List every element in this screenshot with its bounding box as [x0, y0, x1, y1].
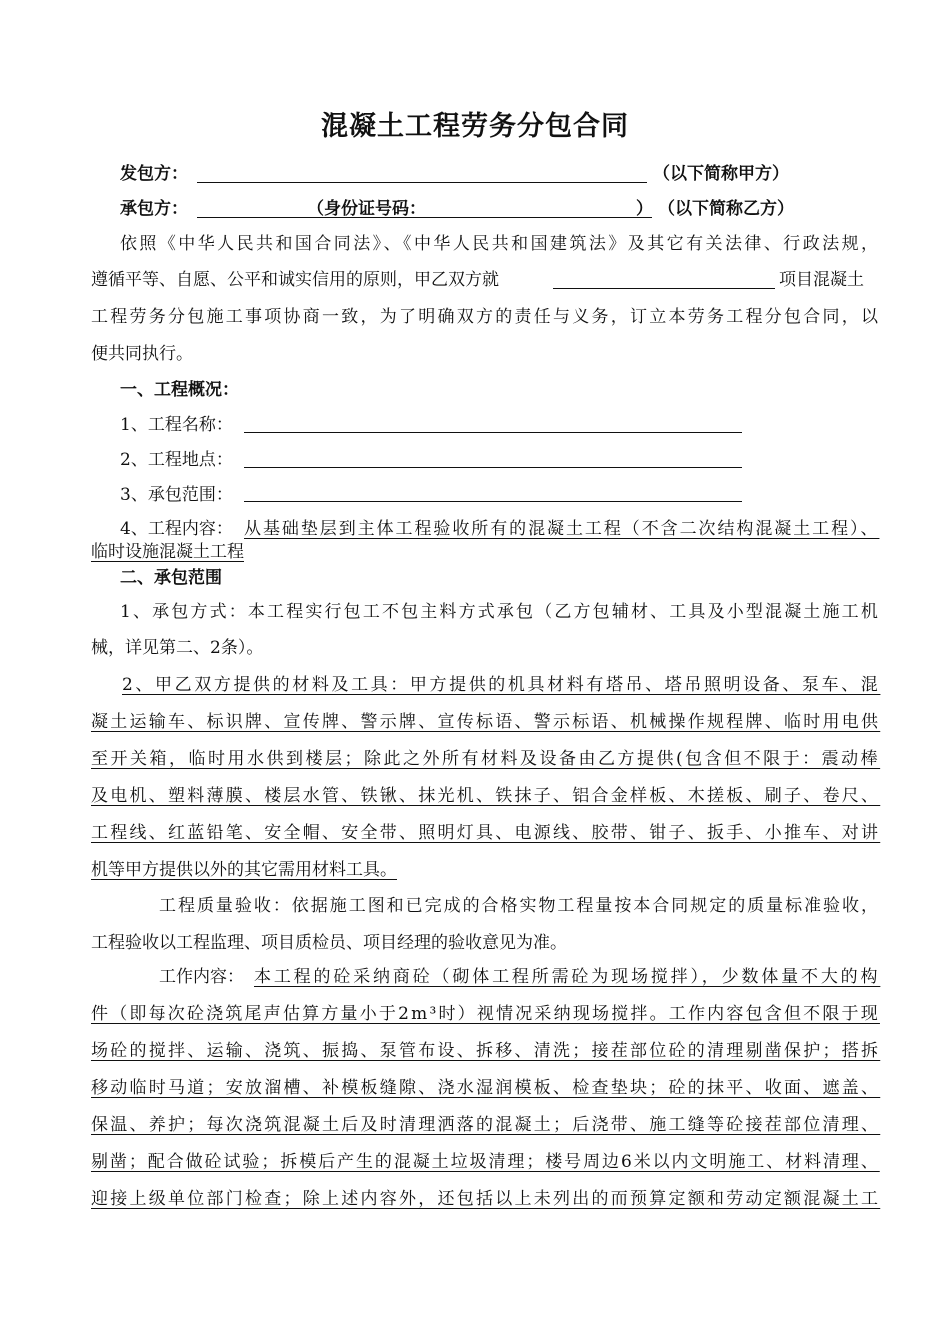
- project-name-blank[interactable]: [553, 288, 775, 289]
- contract-scope-field[interactable]: [244, 501, 742, 502]
- intro-line-3: 工程劳务分包施工事项协商一致，为了明确双方的责任与义务，订立本劳务工程分包合同，以: [91, 307, 881, 327]
- project-name-label: 1、工程名称：: [120, 415, 233, 435]
- contract-method-line-2: 械，详见第二、2条）。: [91, 638, 264, 658]
- section-1-heading: 一、工程概况：: [120, 380, 239, 400]
- quality-line-1: 工程质量验收：依据施工图和已完成的合格实物工程量按本合同规定的质量标准验收，: [159, 896, 880, 916]
- project-content-line-2: 临时设施混凝土工程: [91, 542, 244, 562]
- materials-line-1: 2、甲乙双方提供的材料及工具：甲方提供的机具材料有塔吊、塔吊照明设备、泵车、混: [122, 675, 881, 695]
- intro-line-4: 便共同执行。: [91, 344, 193, 364]
- party-a-suffix: （以下简称甲方）: [653, 164, 789, 184]
- contract-scope-label: 3、承包范围：: [120, 485, 233, 505]
- party-a-blank[interactable]: [197, 182, 647, 183]
- project-name-field[interactable]: [244, 432, 742, 433]
- party-a-label: 发包方：: [120, 164, 188, 184]
- document-title: 混凝土工程劳务分包合同: [321, 111, 629, 142]
- project-location-field[interactable]: [244, 467, 742, 468]
- party-b-label: 承包方：: [120, 199, 188, 219]
- project-content-line-1: 从基础垫层到主体工程验收所有的混凝土工程（不含二次结构混凝土工程）、: [244, 519, 880, 539]
- contract-method-line-1: 1、承包方式：本工程实行包工不包主料方式承包（乙方包辅材、工具及小型混凝土施工机: [120, 602, 880, 622]
- intro-line-1: 依照《中华人民共和国合同法》、《中华人民共和国建筑法》及其它有关法律、行政法规，: [120, 234, 881, 254]
- materials-line-6: 机等甲方提供以外的其它需用材料工具。: [91, 860, 397, 880]
- work-content-line-1: 本工程的砼采纳商砼（砌体工程所需砼为现场搅拌），少数体量不大的构: [254, 967, 881, 987]
- materials-line-4: 及电机、塑料薄膜、楼层水管、铁锹、抹光机、铁抹子、铝合金样板、木搓板、刷子、卷尺、: [91, 786, 881, 806]
- intro-line-2a: 遵循平等、自愿、公平和诚实信用的原则，甲乙双方就: [91, 270, 499, 290]
- intro-line-2b: 项目混凝土: [779, 270, 864, 290]
- party-b-suffix: （以下简称乙方）: [658, 199, 794, 219]
- materials-line-3: 至开关箱，临时用水供到楼层；除此之外所有材料及设备由乙方提供(包含但不限于：震动棒: [91, 749, 881, 769]
- work-content-line-4: 移动临时马道；安放溜槽、补模板缝隙、浇水湿润模板、检查垫块；砼的抹平、收面、遮盖、: [91, 1078, 881, 1098]
- section-2-heading: 二、承包范围: [120, 568, 222, 588]
- work-content-line-7: 迎接上级单位部门检查；除上述内容外，还包括以上未列出的而预算定额和劳动定额混凝土工: [91, 1189, 881, 1209]
- project-location-label: 2、工程地点：: [120, 450, 233, 470]
- work-content-line-3: 场砼的搅拌、运输、浇筑、振捣、泵管布设、拆移、清洗；接茬部位砼的清理剔凿保护；搭拆: [91, 1041, 881, 1061]
- work-content-line-2: 件（即每次砼浇筑尾声估算方量小于2m³时）视情况采纳现场搅拌。工作内容包含但不限于现: [91, 1004, 880, 1024]
- quality-line-2: 工程验收以工程监理、项目质检员、项目经理的验收意见为准。: [91, 933, 567, 953]
- work-content-line-6: 剔凿；配合做砼试验；拆模后产生的混凝土垃圾清理；楼号周边6米以内文明施工、材料清理、: [91, 1152, 880, 1172]
- work-content-line-5: 保温、养护；每次浇筑混凝土后及时清理洒落的混凝土；后浇带、施工缝等砼接茬部位清理、: [91, 1115, 881, 1135]
- work-content-label: 工作内容：: [159, 967, 244, 987]
- party-b-id-close: ）: [636, 199, 653, 219]
- party-b-id-label: （身份证号码：: [307, 199, 426, 219]
- materials-line-5: 工程线、红蓝铅笔、安全帽、安全带、照明灯具、电源线、胶带、钳子、扳手、小推车、对讲: [91, 823, 881, 843]
- project-content-label: 4、工程内容：: [120, 519, 233, 539]
- materials-line-2: 凝土运输车、标识牌、宣传牌、警示牌、宣传标语、警示标语、机械操作规程牌、临时用电供: [91, 712, 881, 732]
